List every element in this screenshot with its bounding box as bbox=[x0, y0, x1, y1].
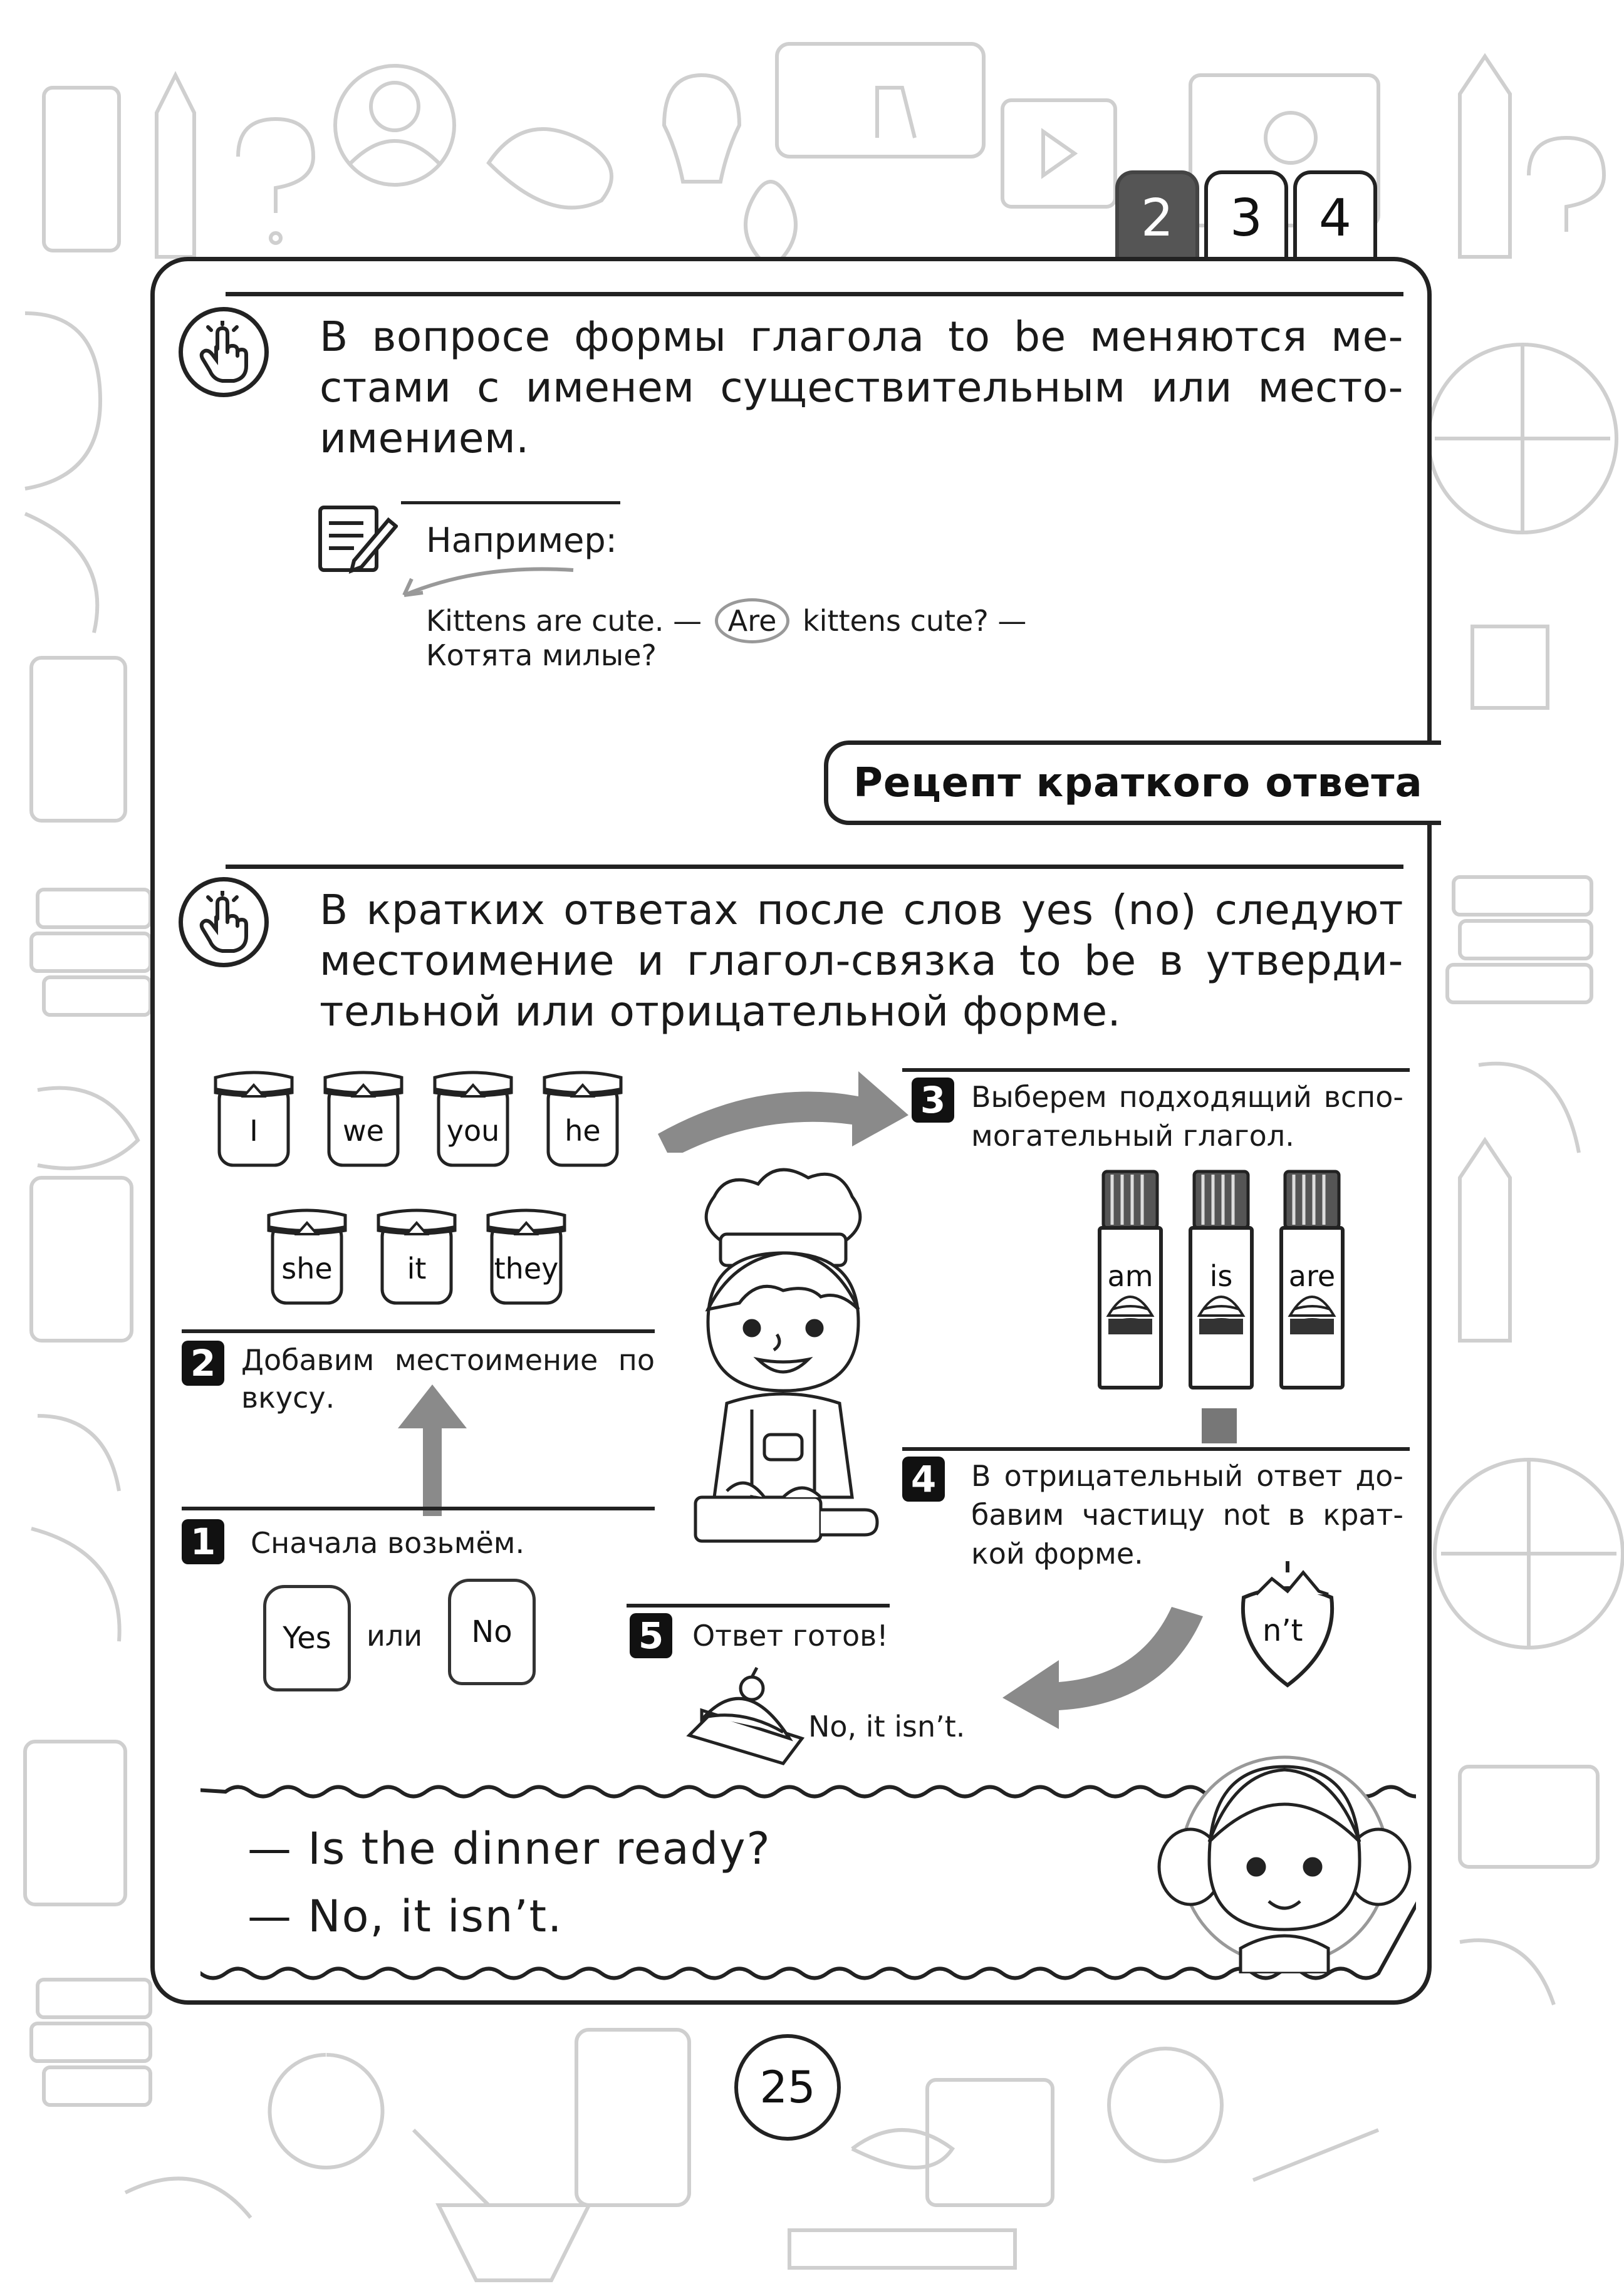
step1-line bbox=[182, 1507, 655, 1510]
jar-label: we bbox=[343, 1114, 384, 1148]
tube-label: am bbox=[1107, 1259, 1153, 1293]
step3-line2: могательный глагол. bbox=[971, 1119, 1294, 1153]
step4-line3: кой форме. bbox=[971, 1537, 1143, 1571]
connector-square bbox=[1202, 1408, 1237, 1443]
step1-text: Сначала возьмём. bbox=[251, 1526, 525, 1560]
rule1-line bbox=[226, 292, 1403, 296]
step3-number: 3 bbox=[912, 1078, 954, 1123]
tube-label: is bbox=[1209, 1259, 1233, 1293]
tube-label: are bbox=[1288, 1259, 1336, 1293]
tab-3[interactable]: 3 bbox=[1204, 170, 1288, 262]
example-heading: Например: bbox=[426, 521, 617, 560]
step5-text: Ответ готов! bbox=[692, 1619, 888, 1653]
dessert-icon bbox=[683, 1660, 808, 1773]
jar-label: it bbox=[407, 1252, 427, 1286]
answer-ready-text: No, it isn’t. bbox=[808, 1710, 966, 1743]
tab-2[interactable]: 2 bbox=[1115, 170, 1199, 262]
recipe-title: Рецепт краткого ответа bbox=[824, 740, 1441, 825]
step3-line1: Выберем подходящий вспо- bbox=[971, 1080, 1403, 1114]
pointing-hand-icon bbox=[179, 307, 269, 397]
arrow-to-step5 bbox=[996, 1604, 1209, 1729]
step2-line1: Добавим местоимение по bbox=[241, 1343, 655, 1377]
example-line1: Kittens are cute. — Are kittens cute? — bbox=[426, 598, 1026, 643]
chef-boy-illustration bbox=[683, 1165, 883, 1566]
girl-illustration bbox=[1153, 1735, 1416, 1973]
jar-label: she bbox=[281, 1252, 333, 1286]
strawberry-label: n’t bbox=[1262, 1613, 1303, 1648]
step2-line2: вкусу. bbox=[241, 1381, 335, 1415]
step4-line bbox=[902, 1447, 1410, 1451]
step2-line bbox=[182, 1329, 655, 1333]
step4-number: 4 bbox=[902, 1457, 945, 1502]
step4-line1: В отрицательный ответ до- bbox=[971, 1459, 1403, 1493]
step4-line2: бавим частицу not в крат- bbox=[971, 1498, 1403, 1532]
page-number: 25 bbox=[734, 2034, 841, 2141]
example-underline bbox=[401, 501, 620, 504]
step2-number: 2 bbox=[182, 1341, 224, 1386]
arrow-up bbox=[395, 1384, 470, 1516]
jar-label: they bbox=[494, 1252, 559, 1286]
rule2-line bbox=[226, 865, 1403, 869]
step1-number: 1 bbox=[182, 1519, 224, 1564]
circled-word: Are bbox=[715, 598, 790, 643]
arrow-to-step3 bbox=[652, 1052, 915, 1153]
pointing-hand-icon-2 bbox=[179, 877, 269, 967]
step3-line bbox=[902, 1068, 1410, 1072]
dialog-question: — Is the dinner ready? bbox=[247, 1823, 771, 1874]
tab-4[interactable]: 4 bbox=[1293, 170, 1377, 262]
bread-yes: Yes bbox=[263, 1585, 351, 1691]
jar-label: he bbox=[565, 1114, 601, 1148]
step5-line bbox=[627, 1604, 890, 1608]
step5-number: 5 bbox=[630, 1613, 672, 1658]
rule1-text: В вопросе формы глагола to be меняются ме- стами с именем существительным или место- имением. bbox=[320, 313, 1403, 462]
dialog-answer: — No, it isn’t. bbox=[247, 1891, 563, 1942]
jar-label: I bbox=[249, 1114, 258, 1148]
example-line2: Котята милые? bbox=[426, 638, 657, 672]
bread-no: No bbox=[448, 1579, 536, 1685]
or-label: или bbox=[367, 1619, 423, 1653]
rule2-text: В кратких ответах после слов yes (no) следуют местоимение и глагол-связка to be в утверди- тельной или отрицательной форме. bbox=[320, 886, 1403, 1036]
jar-label: you bbox=[446, 1114, 500, 1148]
